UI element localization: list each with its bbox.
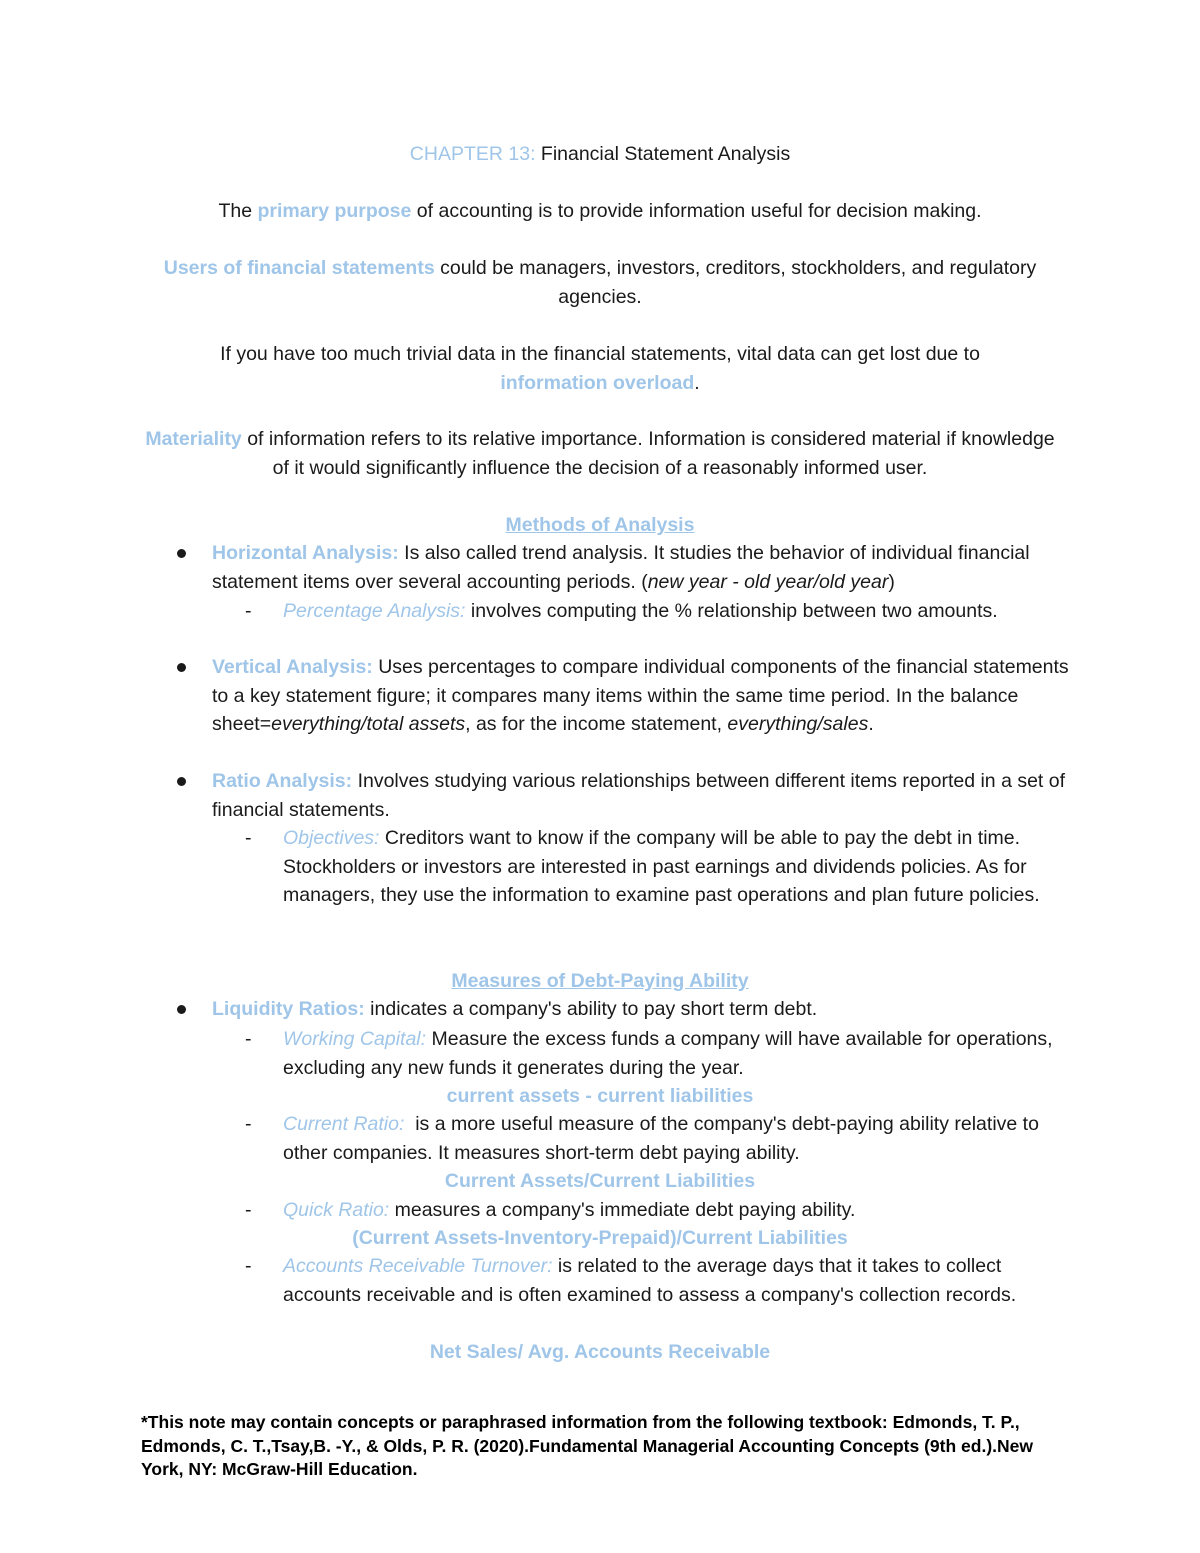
bullet-vertical-analysis [212, 653, 1072, 739]
bullet-dot-icon [177, 777, 186, 786]
bullet-dot-icon [177, 1005, 186, 1014]
vertical-formula-assets: everything/total assets [271, 713, 466, 735]
dash-icon: - [245, 1113, 252, 1135]
page-title [140, 140, 1060, 169]
chapter-subject: Financial Statement Analysis [540, 143, 791, 165]
horizontal-text: Is also called trend analysis. It studies the behavior of individual financial statement items over several accounting periods. ( [212, 542, 1030, 593]
purpose-post: of accounting is to provide information useful for decision making. [411, 200, 982, 222]
purpose-pre: The [218, 200, 258, 222]
liquidity-term: Liquidity Ratios: [212, 998, 365, 1020]
bullet-horizontal-analysis [212, 539, 1072, 596]
bullet-ratio-analysis [212, 767, 1072, 824]
textbook-footnote: *This note may contain concepts or paraphrased information from the following textbook: Edmonds, T. P., Edmonds, C. T.,Tsay,B. -Y., & Olds, P. R. (2020).Fundamental Managerial Accounting Concepts (9th ed.).New York, NY: McGraw-Hill Education. [141, 1412, 1034, 1479]
working-capital-formula: current assets - current liabilities [446, 1085, 754, 1107]
dash-percentage-analysis [245, 597, 1063, 626]
horizontal-term: Horizontal Analysis: [212, 542, 399, 564]
dash-ar-turnover [245, 1252, 1043, 1309]
current-ratio-term: Current Ratio: [283, 1113, 405, 1135]
vertical-end: . [868, 713, 874, 735]
horizontal-close: ) [888, 570, 895, 593]
working-capital-term: Working Capital: [283, 1028, 427, 1050]
ratio-term: Ratio Analysis: [212, 770, 353, 792]
users-paragraph [160, 254, 1040, 311]
dash-icon: - [245, 600, 252, 622]
quick-ratio-formula: (Current Assets-Inventory-Prepaid)/Current Liabilities [352, 1227, 848, 1249]
vertical-term: Vertical Analysis: [212, 656, 373, 678]
bullet-liquidity-ratios [212, 995, 1072, 1024]
dash-quick-ratio [245, 1196, 1063, 1225]
dash-icon: - [245, 1199, 252, 1221]
quick-ratio-text: measures a company's immediate debt paying ability. [389, 1199, 856, 1221]
dash-objectives [245, 824, 1053, 910]
ratio-text: Involves studying various relationships between different items reported in a set of financial statements. [212, 770, 1066, 821]
dash-icon: - [245, 1028, 252, 1050]
horizontal-formula: new year - old year/old year [647, 570, 889, 593]
overload-pre: If you have too much trivial data in the financial statements, vital data can get lost due to [220, 343, 980, 365]
ar-turnover-term: Accounts Receivable Turnover: [283, 1255, 553, 1277]
percentage-text: involves computing the % relationship between two amounts. [465, 600, 998, 622]
working-capital-text: Measure the excess funds a company will have available for operations, excluding any new funds it generates during the year. [283, 1028, 1053, 1079]
chapter-label: CHAPTER 13: [409, 143, 536, 165]
users-post: could be managers, investors, creditors, stockholders, and regulatory agencies. [434, 257, 1037, 308]
dash-working-capital [245, 1025, 1063, 1082]
dash-icon: - [245, 1255, 252, 1277]
materiality-term: Materiality [145, 428, 242, 450]
current-ratio-text: is a more useful measure of the company's debt-paying ability relative to other companies. It measures short-term debt paying ability. [283, 1113, 1045, 1164]
bullet-dot-icon [177, 663, 186, 672]
ar-turnover-formula: Net Sales/ Avg. Accounts Receivable [429, 1341, 771, 1363]
liquidity-text: indicates a company's ability to pay short term debt. [364, 998, 818, 1020]
percentage-term: Percentage Analysis: [283, 600, 466, 622]
objectives-term: Objectives: [283, 827, 380, 849]
vertical-formula-sales: everything/sales [727, 713, 869, 735]
vertical-mid: , as for the income statement, [465, 713, 728, 735]
bullet-dot-icon [177, 549, 186, 558]
materiality-paragraph [145, 425, 1055, 482]
purpose-term: primary purpose [257, 200, 412, 222]
current-ratio-formula: Current Assets/Current Liabilities [444, 1170, 756, 1192]
vertical-text: Uses percentages to compare individual components of the financial statements to a key statement figure; it compares many items within the same time period. In the balance sheet= [212, 656, 1069, 735]
objectives-text: Creditors want to know if the company will be able to pay the debt in time. Stockholders or investors are interested in past earnings and dividends policies. As for managers, they use the information to examine past operations and plan future policies. [283, 827, 1040, 906]
dash-icon: - [245, 827, 252, 849]
purpose-paragraph [140, 197, 1060, 226]
ar-turnover-text: is related to the average days that it takes to collect accounts receivable and is often examined to assess a company's collection records. [283, 1255, 1017, 1306]
users-term: Users of financial statements [163, 257, 435, 279]
dash-current-ratio [245, 1110, 1063, 1167]
overload-term: information overload [500, 371, 695, 394]
quick-ratio-term: Quick Ratio: [283, 1199, 390, 1221]
materiality-post: of information refers to its relative importance. Information is considered material if knowledge of it would significantly influence the decision of a reasonably informed user. [241, 428, 1055, 479]
overload-post: . [694, 371, 700, 394]
debt-heading: Measures of Debt-Paying Ability [451, 970, 749, 992]
methods-heading: Methods of Analysis [505, 514, 695, 536]
overload-paragraph [170, 340, 1030, 397]
